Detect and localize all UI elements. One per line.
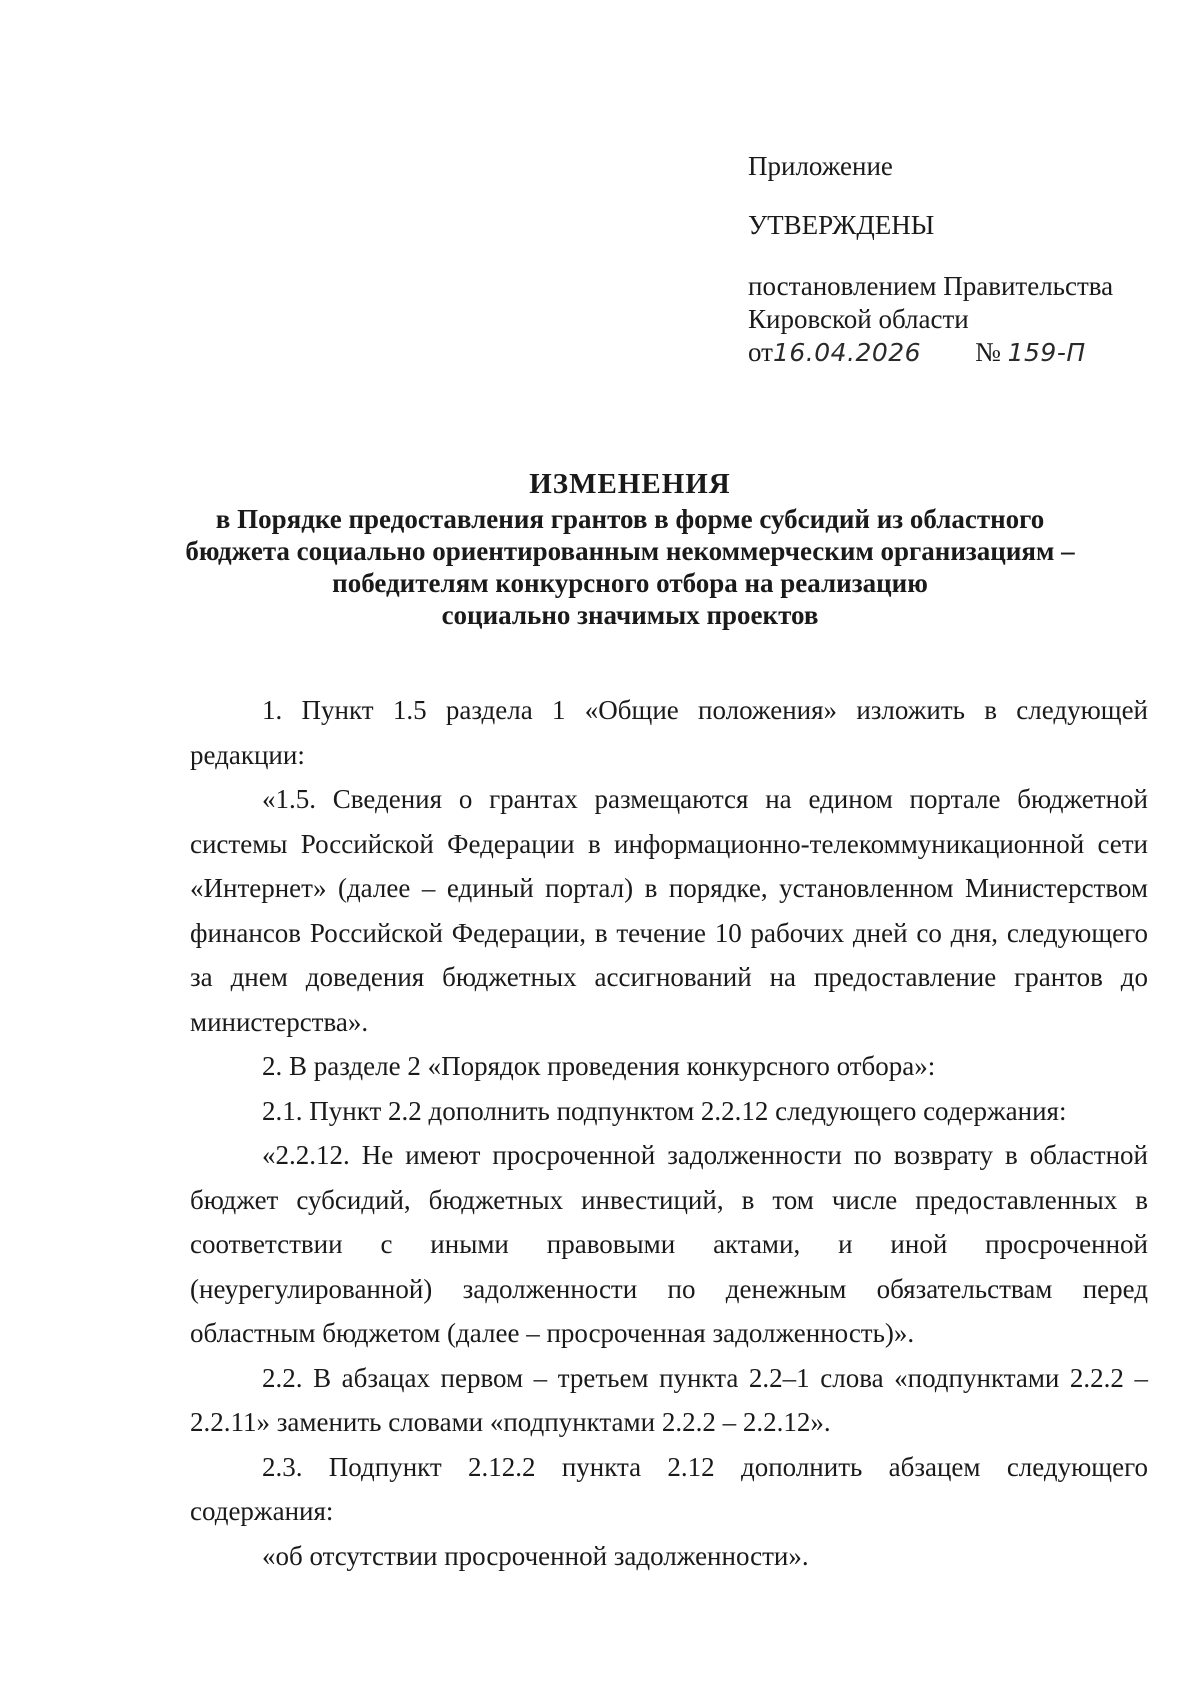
title-line-2: бюджета социально ориентированным некоммерческим организациям – bbox=[185, 536, 1075, 566]
date-prefix: от bbox=[748, 337, 773, 367]
handwritten-number: 159-П bbox=[1007, 338, 1086, 367]
title-main: ИЗМЕНЕНИЯ bbox=[529, 468, 731, 500]
decree-line-2: Кировской области bbox=[748, 304, 969, 334]
paragraph-6: 2.2. В абзацах первом – третьем пункта 2.2–1 слова «подпунктами 2.2.2 – 2.2.11» заменить словами «подпунктами 2.2.2 – 2.2.12». bbox=[190, 1362, 1148, 1437]
approved-label: УТВЕРЖДЕНЫ bbox=[748, 210, 935, 240]
handwritten-date: 16.04.2026 bbox=[772, 338, 922, 367]
paragraph-8: «об отсутствии просроченной задолженности». bbox=[262, 1540, 809, 1571]
paragraph-1: 1. Пункт 1.5 раздела 1 «Общие положения» изложить в следующей редакции: bbox=[190, 695, 1148, 770]
document-body bbox=[190, 688, 1148, 1578]
paragraph-3: 2. В разделе 2 «Порядок проведения конкурсного отбора»: bbox=[262, 1051, 936, 1081]
paragraph-5: «2.2.12. Не имеют просроченной задолженности по возврату в областной бюджет субсидий, бюджетных инвестиций, в том числе предоставленных в соответствии с иными правовыми актами, и иной просроченной (неурегулированной) задолженности по денежным обязательствам перед областным бюджетом (далее – просроченная задолженность)». bbox=[190, 1140, 1148, 1348]
paragraph-2: «1.5. Сведения о грантах размещаются на едином портале бюджетной системы Российской Федерации в информационно-телекоммуникационной сети «Интернет» (далее – единый портал) в порядке, установленном Министерством финансов Российской Федерации, в течение 10 рабочих дней со дня, следующего за днем доведения бюджетных ассигнований на предоставление грантов до министерства». bbox=[190, 784, 1148, 1037]
decree-line-1: постановлением Правительства bbox=[748, 271, 1114, 301]
title-line-3: победителям конкурсного отбора на реализацию bbox=[332, 568, 928, 598]
number-prefix: № bbox=[975, 337, 1001, 367]
title-line-1: в Порядке предоставления грантов в форме субсидий из областного bbox=[215, 504, 1045, 534]
document-title bbox=[120, 468, 1140, 631]
paragraph-7: 2.3. Подпункт 2.12.2 пункта 2.12 дополнить абзацем следующего содержания: bbox=[190, 1451, 1148, 1526]
decree-date-number bbox=[748, 336, 1168, 369]
appendix-label: Приложение bbox=[748, 151, 893, 181]
approval-block bbox=[748, 150, 1168, 369]
title-line-4: социально значимых проектов bbox=[441, 600, 819, 630]
paragraph-4: 2.1. Пункт 2.2 дополнить подпунктом 2.2.12 следующего содержания: bbox=[262, 1095, 1067, 1126]
